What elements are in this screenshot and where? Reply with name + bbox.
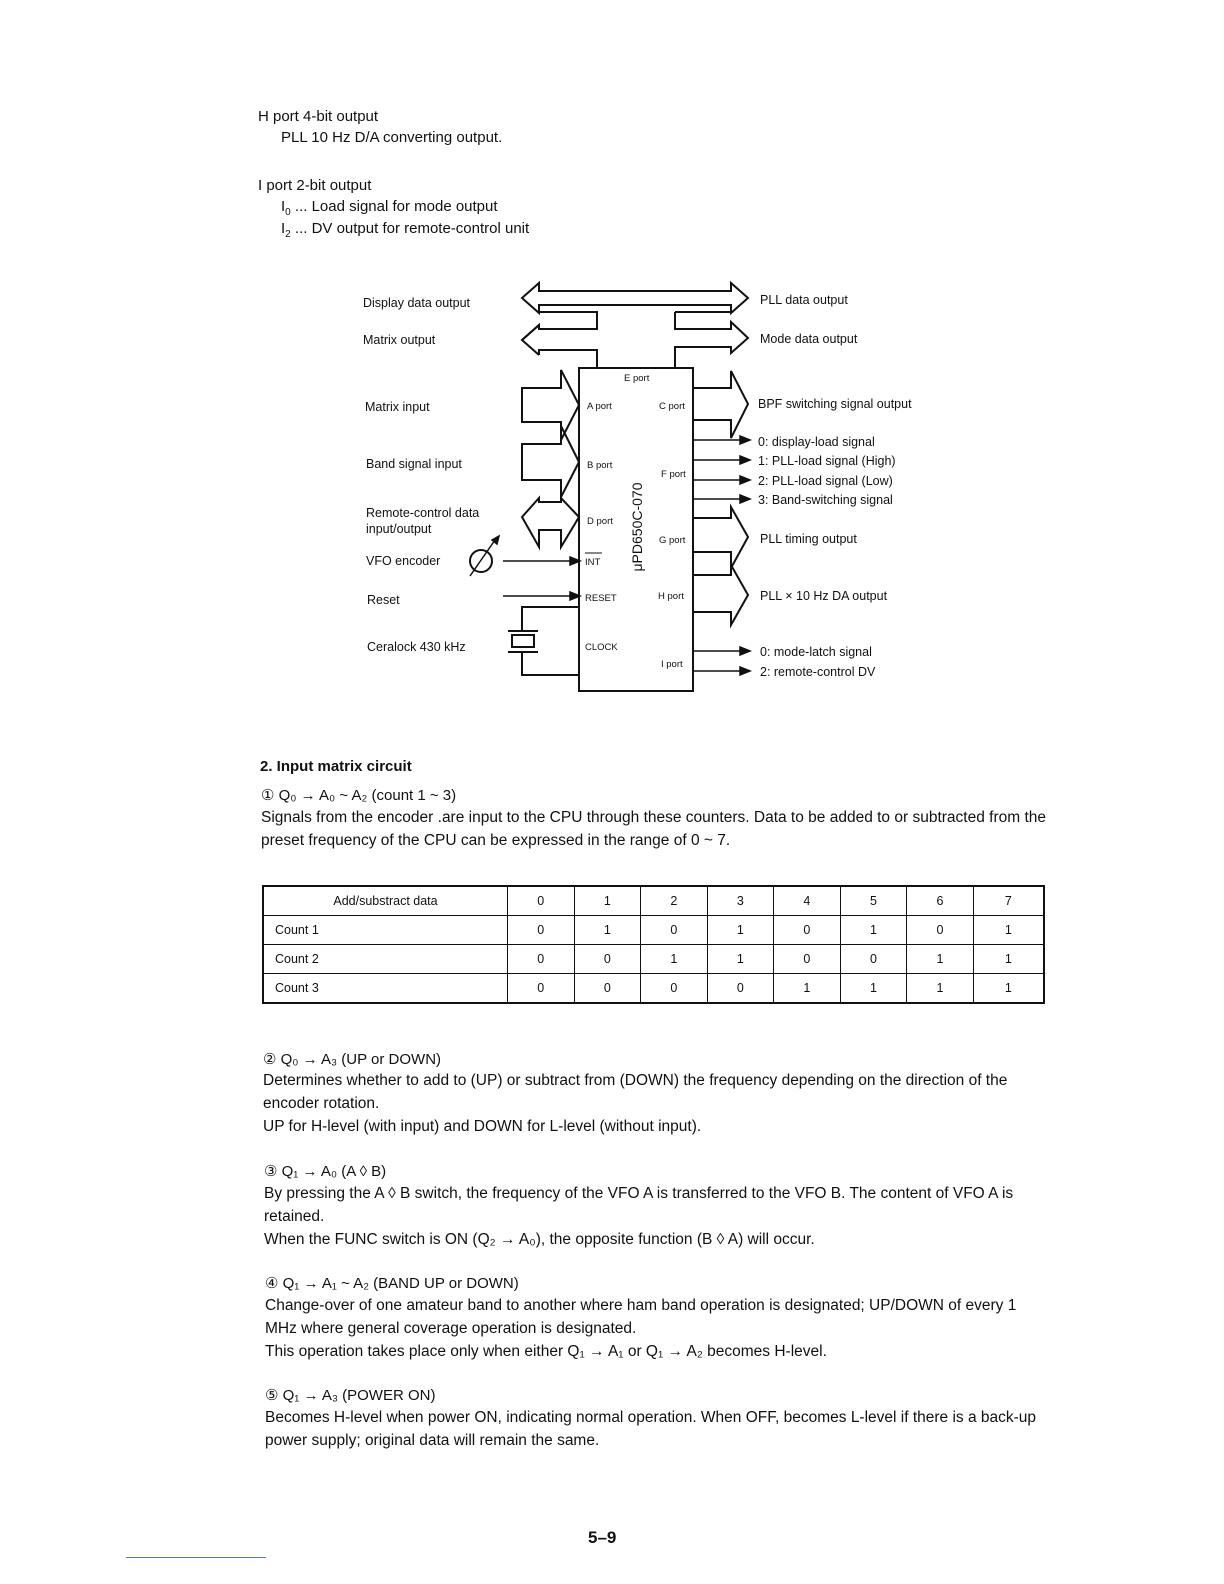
bpf-switching-bus bbox=[693, 371, 748, 438]
chip-clock: CLOCK bbox=[585, 642, 618, 653]
table-cell: 0 bbox=[774, 916, 841, 945]
pll-timing-bus bbox=[693, 507, 748, 568]
table-cell: 0 bbox=[774, 945, 841, 974]
remote-control-bus bbox=[522, 498, 579, 547]
item-2-text-1: Determines whether to add to (UP) or subtract from (DOWN) the frequency depending on the direction of the encoder rotation. bbox=[263, 1072, 1008, 1112]
i2-subscript: 2 bbox=[285, 229, 291, 240]
i0-symbol: I bbox=[281, 198, 286, 215]
label-mode-data-output: Mode data output bbox=[760, 332, 858, 346]
table-cell: 1 bbox=[907, 974, 974, 1004]
table-header-cell: 6 bbox=[907, 886, 974, 916]
table-cell: 0 bbox=[508, 974, 575, 1004]
table-header-row bbox=[263, 886, 1044, 916]
table-cell: 0 bbox=[641, 974, 708, 1004]
h-port-description: PLL 10 Hz D/A converting output. bbox=[281, 129, 503, 146]
table-cell: 0 bbox=[641, 916, 708, 945]
table-cell: 1 bbox=[973, 945, 1044, 974]
label-remote-control-2: input/output bbox=[366, 522, 432, 536]
item-5-heading: ⑤ Q₁ → A₃ (POWER ON) bbox=[265, 1387, 436, 1404]
table-cell: 1 bbox=[707, 945, 774, 974]
band-signal-input-bus bbox=[522, 426, 579, 497]
label-band-signal-input: Band signal input bbox=[366, 457, 462, 471]
table-cell: 1 bbox=[707, 916, 774, 945]
table-row bbox=[263, 916, 1044, 945]
add-subtract-table bbox=[262, 885, 1045, 1004]
chip-d-port: D port bbox=[587, 516, 613, 527]
label-i0: 0: mode-latch signal bbox=[760, 645, 872, 659]
label-f3: 3: Band-switching signal bbox=[758, 493, 893, 507]
item-2-text-2: UP for H-level (with input) and DOWN for L-level (without input). bbox=[263, 1118, 702, 1135]
chip-g-port: G port bbox=[659, 535, 686, 546]
label-bpf-switching: BPF switching signal output bbox=[758, 397, 912, 411]
matrix-output-arrowhead bbox=[522, 325, 539, 355]
matrix-input-bus bbox=[522, 370, 579, 440]
table-cell: 0 bbox=[707, 974, 774, 1004]
label-matrix-output: Matrix output bbox=[363, 333, 436, 347]
display-pll-data-bus bbox=[522, 283, 748, 313]
item-4-heading: ④ Q₁ → A₁ ~ A₂ (BAND UP or DOWN) bbox=[265, 1275, 519, 1292]
label-reset: Reset bbox=[367, 593, 400, 607]
item-4-text-2: This operation takes place only when either Q₁ → A₁ or Q₁ → A₂ becomes H-level. bbox=[265, 1343, 827, 1360]
table-header-cell: 0 bbox=[508, 886, 575, 916]
table-header-cell: 2 bbox=[641, 886, 708, 916]
label-f0: 0: display-load signal bbox=[758, 435, 875, 449]
item-1-text: Signals from the encoder .are input to the CPU through these counters. Data to be added to or subtracted from the preset frequency of the CPU can be expressed in the range of 0 ~ 7. bbox=[261, 809, 1046, 849]
table-row bbox=[263, 945, 1044, 974]
chip-h-port: H port bbox=[658, 591, 684, 602]
label-pll-da: PLL × 10 Hz DA output bbox=[760, 589, 888, 603]
footer-rule bbox=[126, 1557, 266, 1558]
table-header-cell: 4 bbox=[774, 886, 841, 916]
pll-da-bus bbox=[693, 565, 748, 625]
table-row-label: Count 2 bbox=[263, 945, 508, 974]
matrix-output-bus-upper bbox=[522, 312, 597, 340]
chip-b-port: B port bbox=[587, 460, 613, 471]
chip-int: INT bbox=[585, 557, 601, 568]
mode-data-output-bus bbox=[675, 312, 748, 368]
table-cell: 0 bbox=[574, 974, 641, 1004]
i2-symbol: I bbox=[281, 220, 286, 237]
table-cell: 0 bbox=[508, 916, 575, 945]
table-cell: 1 bbox=[774, 974, 841, 1004]
label-display-data-output: Display data output bbox=[363, 296, 471, 310]
table-cell: 1 bbox=[907, 945, 974, 974]
item-3-text-1: By pressing the A ◊ B switch, the frequency of the VFO A is transferred to the VFO B. The content of VFO A is retained. bbox=[264, 1185, 1014, 1225]
table-header-cell: 5 bbox=[840, 886, 907, 916]
table-row-label: Count 3 bbox=[263, 974, 508, 1004]
i-port-title: I port 2-bit output bbox=[258, 177, 372, 194]
table-cell: 0 bbox=[840, 945, 907, 974]
table-cell: 1 bbox=[973, 974, 1044, 1004]
label-f2: 2: PLL-load signal (Low) bbox=[758, 474, 893, 488]
table-cell: 1 bbox=[840, 916, 907, 945]
chip-i-port: I port bbox=[661, 659, 683, 670]
h-port-title: H port 4-bit output bbox=[258, 108, 379, 125]
table-cell: 0 bbox=[574, 945, 641, 974]
item-5-text: Becomes H-level when power ON, indicating normal operation. When OFF, becomes L-level if there is a back-up power supply; original data will remain the same. bbox=[265, 1409, 1037, 1449]
item-1-heading: ① Q₀ → A₀ ~ A₂ (count 1 ~ 3) bbox=[261, 787, 457, 804]
table-row bbox=[263, 974, 1044, 1004]
section-2-heading: 2. Input matrix circuit bbox=[260, 758, 412, 775]
chip-f-port: F port bbox=[661, 469, 686, 480]
chip-name: μPD650C-070 bbox=[629, 482, 645, 572]
table-cell: 1 bbox=[641, 945, 708, 974]
label-vfo-encoder: VFO encoder bbox=[366, 554, 441, 568]
label-f1: 1: PLL-load signal (High) bbox=[758, 454, 896, 468]
chip-a-port: A port bbox=[587, 401, 612, 412]
item-3-heading: ③ Q₁ → A₀ (A ◊ B) bbox=[264, 1163, 387, 1180]
chip-reset: RESET bbox=[585, 593, 617, 604]
ceralock-leads bbox=[522, 607, 578, 675]
table-cell: 1 bbox=[973, 916, 1044, 945]
label-i2: 2: remote-control DV bbox=[760, 665, 876, 679]
table-cell: 1 bbox=[840, 974, 907, 1004]
table-cell: 1 bbox=[574, 916, 641, 945]
chip-e-port: E port bbox=[624, 373, 650, 384]
table-header-label: Add/substract data bbox=[263, 886, 508, 916]
i2-text: ... DV output for remote-control unit bbox=[290, 220, 530, 237]
item-2-heading: ② Q₀ → A₃ (UP or DOWN) bbox=[263, 1051, 442, 1068]
label-pll-data-output: PLL data output bbox=[760, 293, 848, 307]
item-4-text-1: Change-over of one amateur band to another where ham band operation is designated; UP/DOWN of every 1 MHz where general coverage operation is designated. bbox=[265, 1297, 1017, 1337]
table-header-cell: 7 bbox=[973, 886, 1044, 916]
table-cell: 0 bbox=[508, 945, 575, 974]
item-3-text-2: When the FUNC switch is ON (Q₂ → A₀), the opposite function (B ◊ A) will occur. bbox=[264, 1231, 815, 1248]
label-pll-timing: PLL timing output bbox=[760, 532, 857, 546]
i0-subscript: 0 bbox=[285, 207, 291, 218]
label-matrix-input: Matrix input bbox=[365, 400, 430, 414]
label-remote-control-1: Remote-control data bbox=[366, 506, 480, 520]
table-header-cell: 1 bbox=[574, 886, 641, 916]
table-header-cell: 3 bbox=[707, 886, 774, 916]
label-ceralock: Ceralock 430 kHz bbox=[367, 640, 466, 654]
i0-text: ... Load signal for mode output bbox=[290, 198, 498, 215]
matrix-output-bus-lower bbox=[539, 350, 597, 368]
table-row-label: Count 1 bbox=[263, 916, 508, 945]
page-number: 5–9 bbox=[588, 1528, 617, 1547]
table-cell: 0 bbox=[907, 916, 974, 945]
chip-c-port: C port bbox=[659, 401, 685, 412]
ceralock-element bbox=[512, 635, 534, 647]
